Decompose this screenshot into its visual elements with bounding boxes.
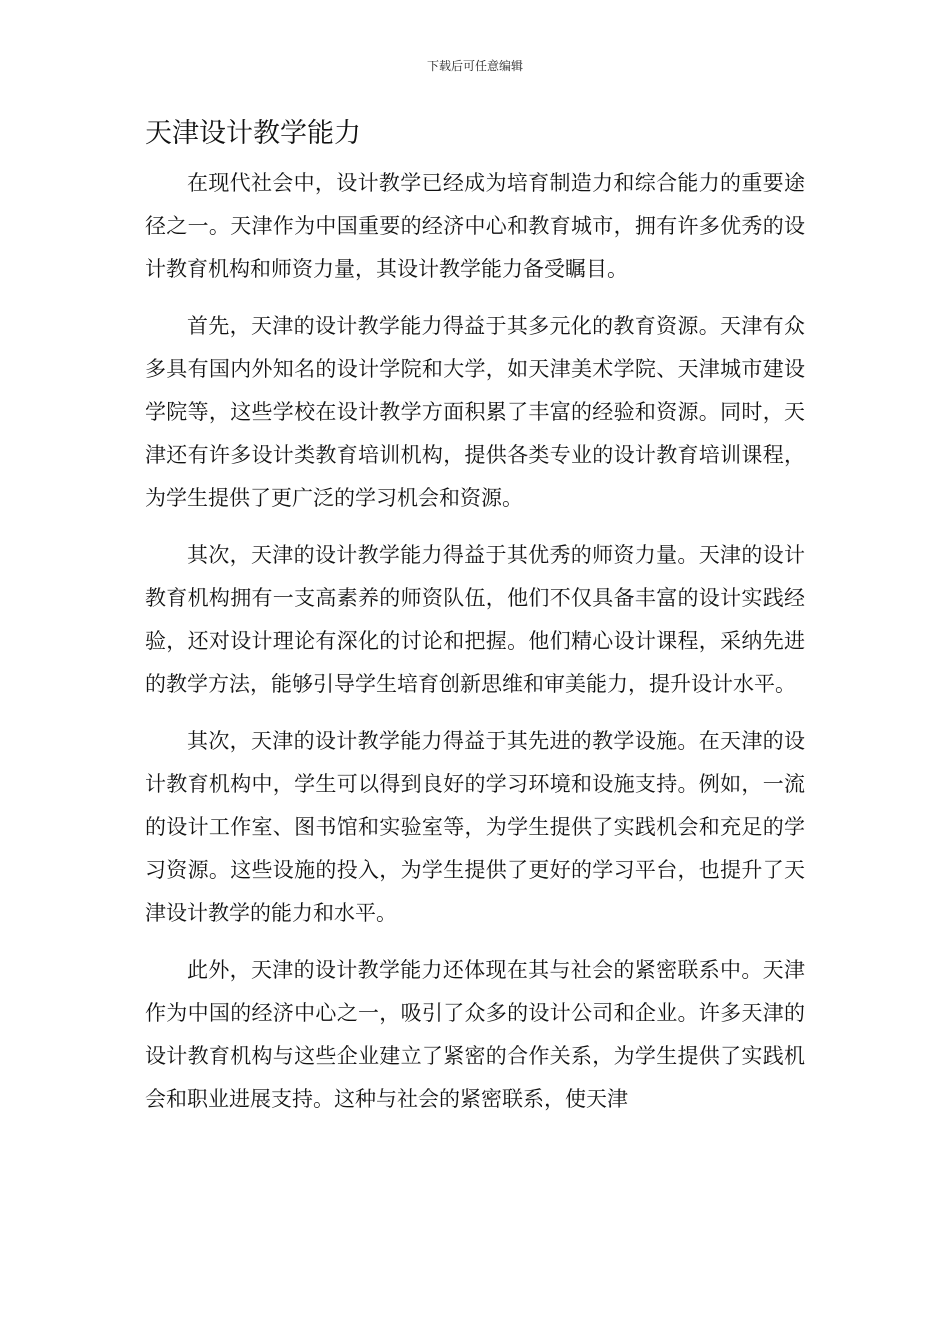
page-header-note: 下载后可任意编辑: [426, 59, 523, 73]
document-body: [145, 114, 805, 1135]
paragraph-4: 其次，天津的设计教学能力得益于其先进的教学设施。在天津的设计教育机构中，学生可以得到良好的学习环境和设施支持。例如，一流的设计工作室、图书馆和实验室等，为学生提供了实践机会和充足的学习资源。这些设施的投入，为学生提供了更好的学习平台，也提升了天津设计教学的能力和水平。: [145, 729, 805, 925]
paragraph-5: 此外，天津的设计教学能力还体现在其与社会的紧密联系中。天津作为中国的经济中心之一，吸引了众多的设计公司和企业。许多天津的设计教育机构与这些企业建立了紧密的合作关系，为学生提供了实践机会和职业进展支持。这种与社会的紧密联系，使天津: [145, 958, 805, 1111]
document-title: 天津设计教学能力: [145, 118, 361, 149]
paragraph-1: 在现代社会中，设计教学已经成为培育制造力和综合能力的重要途径之一。天津作为中国重要的经济中心和教育城市，拥有许多优秀的设计教育机构和师资力量，其设计教学能力备受瞩目。: [145, 171, 805, 281]
paragraph-3: 其次，天津的设计教学能力得益于其优秀的师资力量。天津的设计教育机构拥有一支高素养的师资队伍，他们不仅具备丰富的设计实践经验，还对设计理论有深化的讨论和把握。他们精心设计课程，采纳先进的教学方法，能够引导学生培育创新思维和审美能力，提升设计水平。: [145, 543, 805, 696]
paragraph-2: 首先，天津的设计教学能力得益于其多元化的教育资源。天津有众多具有国内外知名的设计学院和大学，如天津美术学院、天津城市建设学院等，这些学校在设计教学方面积累了丰富的经验和资源。同时，天津还有许多设计类教育培训机构，提供各类专业的设计教育培训课程，为学生提供了更广泛的学习机会和资源。: [145, 314, 805, 510]
